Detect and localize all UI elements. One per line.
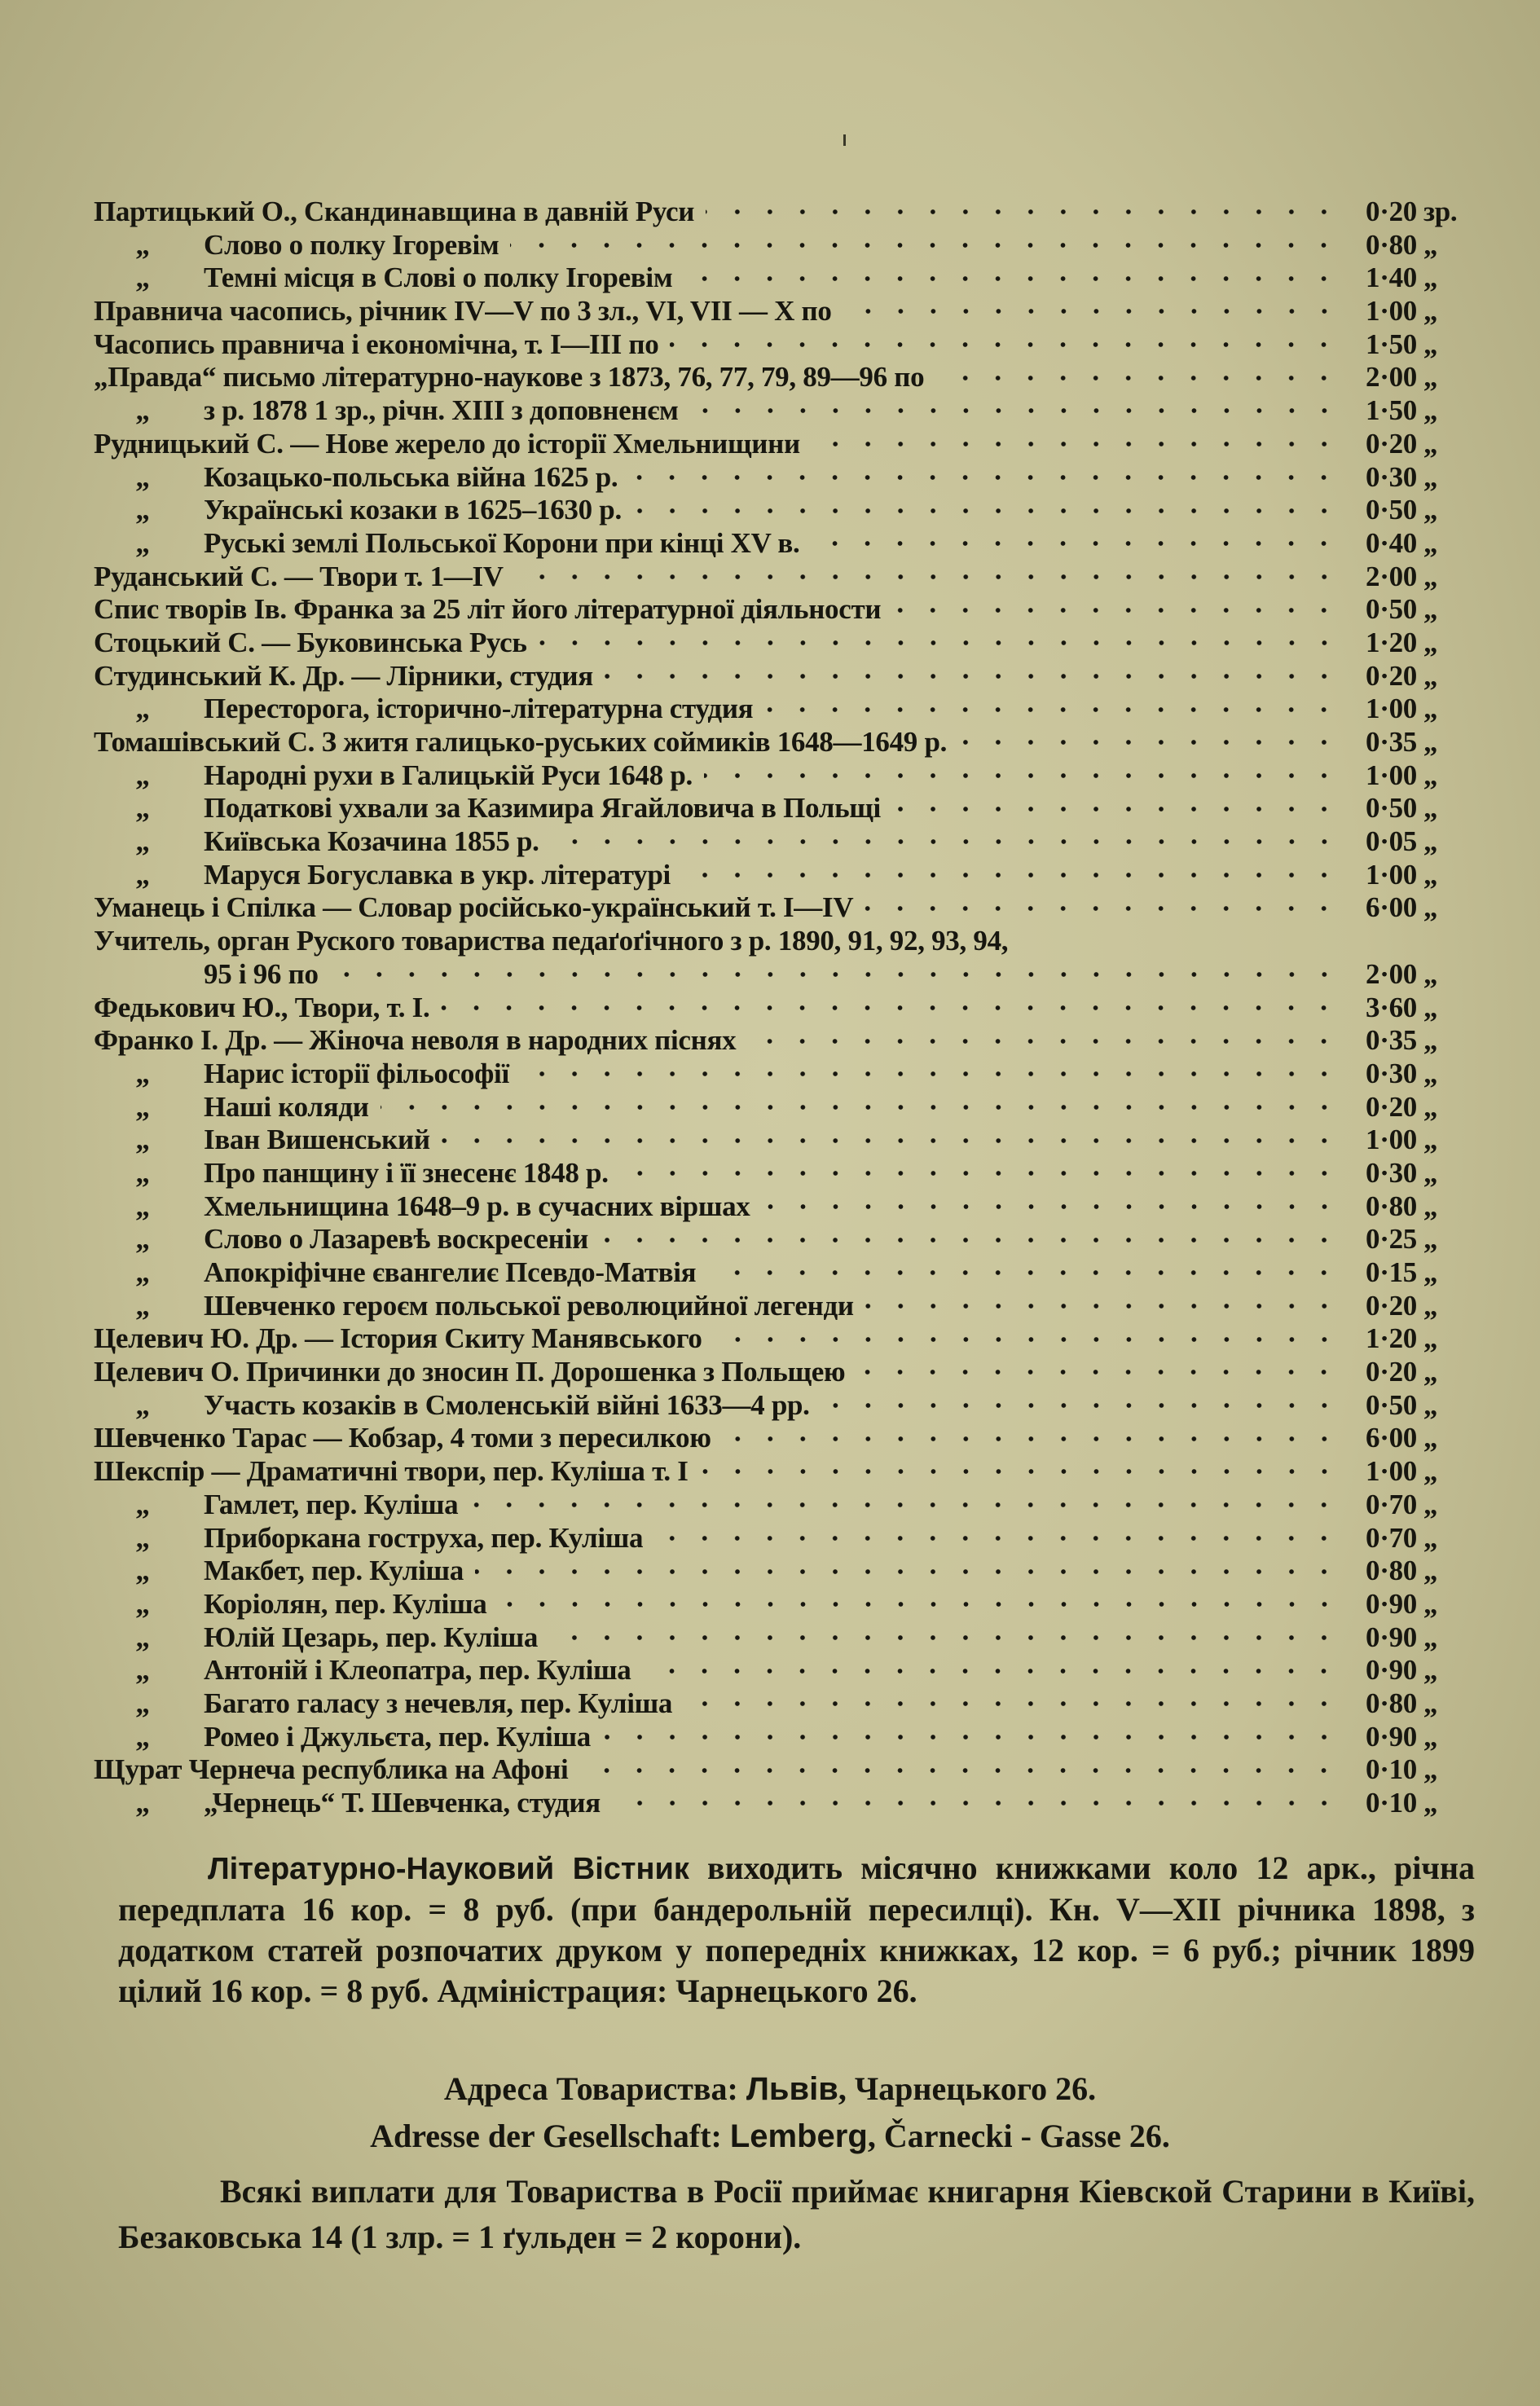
address-ua-city: Львів [746,2071,838,2107]
entry-unit: „ [1423,593,1438,626]
entry-title: Коріолян, пер. Куліша [204,1587,487,1620]
ditto-mark: „ [135,759,150,791]
dot-leader [821,1401,1340,1410]
entry-title: Гамлет, пер. Куліша [204,1488,459,1520]
entry-price: 1·20 [1366,626,1417,658]
entry-unit: „ [1423,1720,1438,1753]
entry-title: Козацько-польська війна 1625 р. [204,460,618,493]
entry-unit: „ [1423,891,1438,924]
address-ua [0,2070,1540,2108]
catalog-entry [94,1091,1463,1124]
entry-title: Слово о Лазаревѣ воскресеніи [204,1223,588,1256]
journal-text: виходить місячно книжками коло 12 арк., річна передплата 16 кор. = 8 руб. (при бандерольній пересилці). Кн. V—XII річника 1898, з додатком статей розпочатих друком у попередніх книжках, 12 кор. = 6 руб.; річник 1899 цілий 16 кор. = 8 руб. Адміністрация: Чарнецького 26. [118,1850,1476,2009]
ditto-mark: „ [135,228,150,261]
catalog-entry [94,660,1463,693]
entry-price: 0·30 [1366,460,1417,493]
entry-title: Томашівський С. З житя галицько-руських соймиків 1648—1649 р. [94,726,948,758]
entry-price: 0·80 [1366,1555,1417,1587]
entry-unit: „ [1423,991,1438,1023]
dot-leader [762,1203,1341,1211]
catalog-entry [94,1654,1463,1687]
catalog-entry [94,1024,1463,1058]
entry-price: 3·60 [1366,991,1417,1023]
entry-title: Слово о полку Ігоревім [204,228,499,261]
entry-title: Нарис історії фільософії [204,1057,509,1089]
entry-unit: „ [1423,1190,1438,1222]
entry-price: 1·00 [1366,295,1417,328]
entry-title: Ромео і Джульєта, пер. Куліша [204,1720,591,1753]
catalog-entry [94,1058,1463,1091]
entry-title: Спис творів Ів. Франка за 25 літ його літературної діяльности [94,593,882,626]
catalog-entry [94,1588,1463,1621]
entry-unit: „ [1423,1356,1438,1388]
dot-leader [579,1766,1340,1775]
ditto-mark: „ [135,394,150,427]
entry-title: Багато галасу з нечевля, пер. Куліша [204,1687,673,1719]
dot-leader [654,1534,1340,1542]
entry-title: „Чернець“ Т. Шевченка, студия [204,1787,601,1819]
catalog-entry [94,593,1463,627]
catalog-entry [94,361,1463,394]
catalog-entry [94,1455,1463,1489]
entry-price: 0·90 [1366,1720,1417,1753]
entry-title: Студинський К. Др. — Лірники, студия [94,659,593,692]
entry-title: Шекспір — Драматичні твори, пер. Куліша т. I [94,1455,689,1488]
entry-price: 6·00 [1366,891,1417,924]
entry-title: Наші коляди [204,1090,369,1123]
catalog-entry [94,229,1463,262]
ditto-mark: „ [135,693,150,725]
dot-leader [510,241,1340,249]
entry-title: Антоній і Клеопатра, пер. Куліша [204,1654,631,1687]
entry-title: Участь козаків в Смоленській війні 1633—4 рр. [204,1388,810,1421]
dot-leader [605,672,1340,680]
entry-price: 0·10 [1366,1753,1417,1786]
entry-title: Маруся Богуславка в укр. літературі [204,858,671,891]
dot-leader [442,1137,1340,1145]
entry-title: Целевич Ю. Др. — Істория Скиту Манявського [94,1322,702,1355]
catalog-entry [94,825,1463,859]
ditto-mark: „ [135,1256,150,1288]
entry-unit: „ [1423,1289,1438,1322]
entry-unit: „ [1423,526,1438,559]
catalog-entry [94,328,1463,362]
ditto-mark: „ [135,1289,150,1322]
entry-title: „Правда“ письмо літературно-наукове з 1873, 76, 77, 79, 89—96 по [94,361,925,394]
dot-leader [707,1269,1340,1277]
catalog-entry [94,394,1463,428]
ditto-mark: „ [135,1057,150,1089]
entry-price: 2·00 [1366,957,1417,990]
ditto-mark: „ [135,526,150,559]
dot-leader [682,871,1340,879]
entry-title: Шевченко Тарас — Кобзар, 4 томи з пересилкою [94,1422,711,1454]
entry-price: 6·00 [1366,1422,1417,1454]
entry-title: 95 і 96 по [204,957,319,990]
catalog-entry [94,1190,1463,1224]
entry-unit: „ [1423,1654,1438,1687]
entry-unit: „ [1423,394,1438,427]
entry-title: Темні місця в Слові о полку Ігоревім [204,262,673,294]
catalog-entry [94,759,1463,793]
entry-unit: „ [1423,1621,1438,1653]
dot-leader [684,275,1340,283]
catalog-entry [94,792,1463,825]
dot-leader [700,1467,1340,1476]
entry-price: 0·80 [1366,1687,1417,1719]
entry-unit: „ [1423,1753,1438,1786]
entry-price: 0·50 [1366,593,1417,626]
entry-price: 0·10 [1366,1787,1417,1819]
entry-price: 0·35 [1366,1024,1417,1057]
ditto-mark: „ [135,460,150,493]
entry-price: 0·20 [1366,1090,1417,1123]
entry-title: Народні рухи в Галицькій Руси 1648 р. [204,759,693,791]
catalog-entry [94,1489,1463,1522]
address-ua-label: Адреса Товариства: [443,2070,746,2107]
dot-leader [723,1435,1340,1443]
entry-unit: „ [1423,560,1438,592]
ditto-mark: „ [135,1587,150,1620]
dot-leader [499,1600,1340,1608]
catalog-entry [94,925,1463,958]
catalog-entry [94,958,1463,992]
entry-title: Пересторога, історично-літературна студия [204,693,754,725]
dot-leader [600,1236,1340,1244]
entry-unit: „ [1423,726,1438,758]
print-mark [843,134,846,146]
dot-leader [843,307,1340,315]
entry-unit: „ [1423,957,1438,990]
address-de-label: Adresse der Gesellschaft: [370,2118,730,2154]
dot-leader [515,573,1340,581]
catalog-entry [94,1787,1463,1820]
entry-title: Часопись правнича і економічна, т. I—III по [94,328,659,360]
entry-price: 0·35 [1366,726,1417,758]
ditto-mark: „ [135,825,150,858]
dot-leader [521,1070,1340,1078]
catalog-list [94,196,1463,1820]
address-ua-street: , Чарнецького 26. [838,2070,1097,2107]
catalog-entry [94,1290,1463,1323]
entry-price: 1·50 [1366,394,1417,427]
entry-price: 0·80 [1366,1190,1417,1222]
entry-unit: „ [1423,361,1438,394]
entry-title: Партицький О., Скандинавщина в давній Руси [94,196,695,227]
dot-leader [892,805,1340,813]
entry-title: Уманець і Спілка — Словар російсько-український т. I—IV [94,891,854,924]
dot-leader [469,1501,1340,1509]
ditto-mark: „ [135,262,150,294]
entry-price: 0·30 [1366,1156,1417,1189]
entry-unit: „ [1423,1388,1438,1421]
entry-unit: „ [1423,858,1438,891]
catalog-entry [94,1621,1463,1655]
entry-price: 0·40 [1366,526,1417,559]
entry-title: Целевич О. Причинки до зносин П. Дорошенка з Польщею [94,1356,846,1388]
ditto-mark: „ [135,858,150,891]
entry-title: Правнича часопись, річник IV—V по 3 зл., VI, VII — X по [94,295,832,328]
entry-unit: „ [1423,659,1438,692]
catalog-entry [94,891,1463,925]
entry-title: Рудницький С. — Нове жерело до історії Хмельнищини [94,427,800,460]
entry-unit: „ [1423,228,1438,261]
entry-title: Апокріфічне євангелиє Псевдо-Матвія [204,1256,697,1288]
entry-title: Щурат Чернеча республика на Афоні [94,1753,569,1786]
entry-price: 0·20 [1366,1289,1417,1322]
entry-price: 0·05 [1366,825,1417,858]
entry-price: 0·20 [1366,659,1417,692]
entry-unit: „ [1423,626,1438,658]
entry-unit: „ [1423,1024,1438,1057]
entry-title: Податкові ухвали за Казимира Ягайловича в Польщі [204,792,881,825]
entry-price: 1·00 [1366,1124,1417,1156]
entry-title: Хмельнищина 1648–9 р. в сучасних віршах [204,1190,750,1222]
entry-price: 0·90 [1366,1654,1417,1687]
entry-unit: „ [1423,1687,1438,1719]
dot-leader [856,1368,1340,1376]
dot-leader [764,706,1340,714]
entry-title: з р. 1878 1 зр., річн. XIII з доповненєм [204,394,679,427]
catalog-entry [94,1422,1463,1455]
catalog-entry [94,196,1463,229]
dot-leader [812,440,1340,448]
entry-price: 2·00 [1366,361,1417,394]
dot-leader [475,1568,1340,1576]
entry-unit: „ [1423,825,1438,858]
ditto-mark: „ [135,792,150,825]
catalog-entry [94,1124,1463,1157]
dot-leader [670,341,1340,349]
entry-price: 0·90 [1366,1587,1417,1620]
dot-leader [690,407,1340,415]
address-de [0,2117,1540,2155]
entry-price: 1·00 [1366,759,1417,791]
entry-price: 0·80 [1366,228,1417,261]
ditto-mark: „ [135,1124,150,1156]
ditto-mark: „ [135,1388,150,1421]
catalog-entry [94,1157,1463,1190]
entry-unit: „ [1423,792,1438,825]
dot-leader [620,1169,1340,1177]
entry-unit: „ [1423,1090,1438,1123]
dot-leader [612,1799,1340,1807]
entry-unit: „ [1423,1322,1438,1355]
entry-title: Шевченко героєм польської революцийної легенди [204,1289,854,1322]
entry-unit: „ [1423,1156,1438,1189]
entry-title: Федькович Ю., Твори, т. I. [94,991,430,1023]
catalog-entry [94,1223,1463,1256]
entry-price: 0·70 [1366,1488,1417,1520]
ditto-mark: „ [135,1156,150,1189]
dot-leader [747,1037,1340,1045]
entry-unit: „ [1423,1488,1438,1520]
dot-leader [684,1700,1340,1708]
entry-price: 2·00 [1366,560,1417,592]
entry-unit: „ [1423,494,1438,526]
entry-price: 0·20 [1366,196,1417,227]
entry-price: 0·50 [1366,792,1417,825]
catalog-entry [94,527,1463,561]
entry-price: 0·20 [1366,427,1417,460]
dot-leader [865,1302,1340,1310]
ditto-mark: „ [135,1720,150,1753]
dot-leader [629,473,1340,482]
entry-title: Юлій Цезарь, пер. Куліша [204,1621,539,1653]
entry-unit: „ [1423,427,1438,460]
catalog-entry [94,693,1463,726]
dot-leader [549,1634,1340,1642]
catalog-entry [94,295,1463,328]
entry-unit: „ [1423,1422,1438,1454]
dot-leader [381,1103,1340,1111]
address-de-street: , Čarnecki - Gasse 26. [867,2118,1170,2154]
ditto-mark: „ [135,1787,150,1819]
entry-unit: „ [1423,1124,1438,1156]
ditto-mark: „ [135,1654,150,1687]
entry-title: Київська Козачина 1855 р. [204,825,539,858]
ditto-mark: „ [135,1555,150,1587]
entry-title: Руські землі Польської Корони при кінці XV в. [204,526,800,559]
entry-unit: „ [1423,759,1438,791]
catalog-entry [94,1522,1463,1555]
catalog-entry [94,1356,1463,1389]
entry-title: Макбет, пер. Куліша [204,1555,464,1587]
entry-unit: „ [1423,295,1438,328]
entry-price: 0·25 [1366,1223,1417,1256]
entry-price: 1·00 [1366,1455,1417,1488]
dot-leader [811,539,1340,548]
dot-leader [633,507,1340,515]
entry-unit: „ [1423,1223,1438,1256]
catalog-entry [94,859,1463,892]
address-de-city: Lemberg [729,2118,868,2154]
dot-leader [642,1667,1340,1675]
journal-notice [118,1848,1475,2012]
ditto-mark: „ [135,1090,150,1123]
ditto-mark: „ [135,1190,150,1222]
entry-unit: „ [1423,1455,1438,1488]
catalog-entry [94,461,1463,495]
dot-leader [551,838,1340,846]
entry-price: 0·50 [1366,1388,1417,1421]
entry-price: 0·50 [1366,494,1417,526]
dot-leader [865,904,1340,913]
entry-title: Стоцький С. — Буковинська Русь [94,626,527,658]
catalog-entry [94,1322,1463,1356]
dot-leader [704,772,1340,780]
entry-unit: „ [1423,1256,1438,1288]
entry-title: Про панщину і її знесенє 1848 р. [204,1156,609,1189]
ditto-mark: „ [135,494,150,526]
entry-unit: „ [1423,460,1438,493]
catalog-entry [94,1555,1463,1588]
catalog-entry [94,1753,1463,1787]
dot-leader [602,1733,1340,1741]
ditto-mark: „ [135,1687,150,1719]
entry-price: 0·20 [1366,1356,1417,1388]
journal-name: Літературно-Науковий Вістник [208,1852,689,1886]
ditto-mark: „ [135,1488,150,1520]
entry-unit: „ [1423,1555,1438,1587]
entry-title: Іван Вишенський [204,1124,430,1156]
catalog-entry [94,1256,1463,1290]
entry-price: 1·00 [1366,693,1417,725]
catalog-entry [94,494,1463,527]
catalog-entry [94,428,1463,461]
entry-price: 1·40 [1366,262,1417,294]
entry-unit: „ [1423,328,1438,360]
catalog-entry [94,1687,1463,1721]
catalog-entry [94,561,1463,594]
entry-unit: „ [1423,1587,1438,1620]
ditto-mark: „ [135,1223,150,1256]
dot-leader [441,1004,1340,1012]
entry-price: 0·30 [1366,1057,1417,1089]
entry-title: Українські козаки в 1625–1630 р. [204,494,622,526]
entry-title: Приборкана гоструха, пер. Куліша [204,1521,644,1554]
dot-leader [935,374,1340,382]
catalog-entry [94,992,1463,1025]
catalog-entry [94,726,1463,759]
dot-leader [706,208,1340,216]
entry-unit: „ [1423,1787,1438,1819]
catalog-entry [94,1721,1463,1754]
entry-unit: „ [1423,1057,1438,1089]
entry-price: 0·90 [1366,1621,1417,1653]
catalog-entry [94,1389,1463,1423]
dot-leader [892,606,1340,614]
dot-leader [958,738,1340,746]
entry-unit: „ [1423,1521,1438,1554]
entry-title: Руданський С. — Твори т. 1—IV [94,560,504,592]
catalog-entry [94,262,1463,295]
entry-unit: зр. [1423,196,1458,227]
dot-leader [330,970,1340,979]
entry-unit: „ [1423,262,1438,294]
catalog-entry [94,627,1463,660]
ditto-mark: „ [135,1521,150,1554]
entry-price: 1·20 [1366,1322,1417,1355]
dot-leader [539,639,1340,647]
entry-unit: „ [1423,693,1438,725]
entry-title: Франко І. Др. — Жіноча неволя в народних піснях [94,1024,737,1057]
entry-price: 1·50 [1366,328,1417,360]
payments-notice: Всякі виплати для Товариства в Росії приймає книгарня Кіевской Старини в Київі, Безаковська 14 (1 злр. = 1 ґульден = 2 корони). [118,2173,1475,2255]
entry-price: 0·15 [1366,1256,1417,1288]
entry-title: Учитель, орган Руского товариства педаґоґічного з р. 1890, 91, 92, 93, 94, [94,925,1009,957]
entry-price: 1·00 [1366,858,1417,891]
ditto-mark: „ [135,1621,150,1653]
dot-leader [714,1335,1340,1344]
entry-price: 0·70 [1366,1521,1417,1554]
